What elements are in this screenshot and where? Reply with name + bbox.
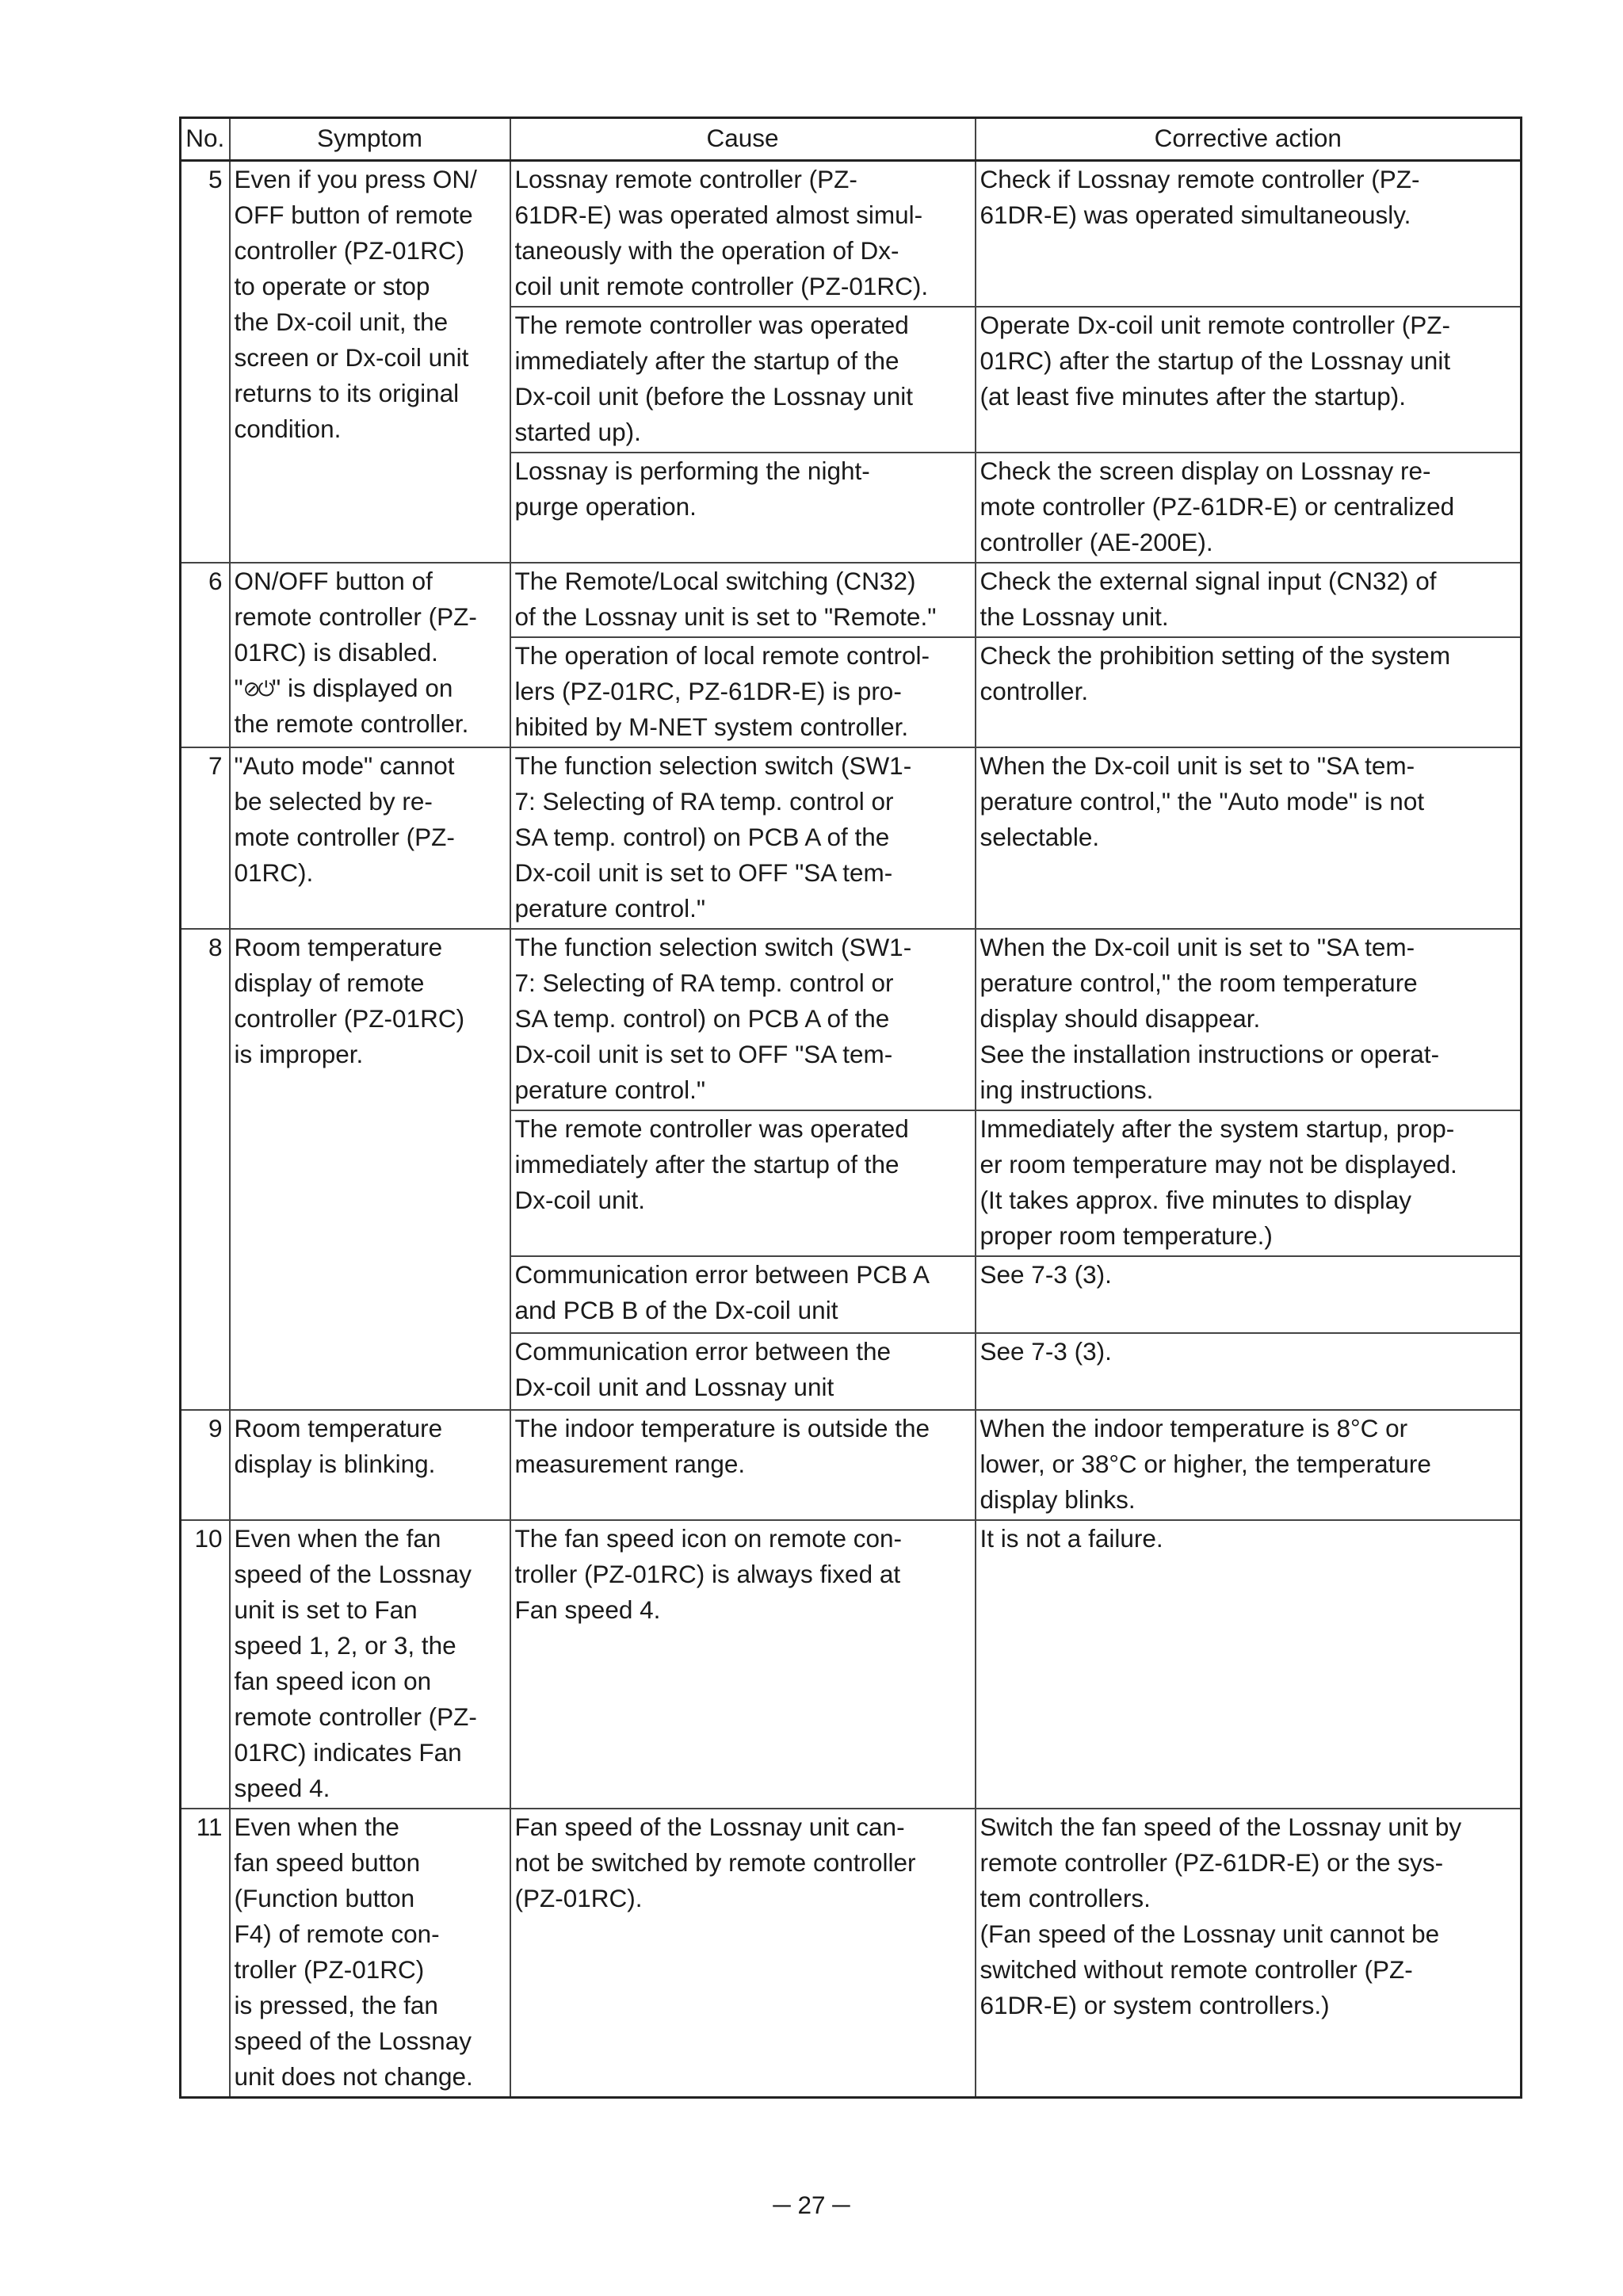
row-number: 8 xyxy=(181,929,230,1410)
troubleshooting-table xyxy=(179,117,1522,2099)
action-cell: When the indoor temperature is 8°C or lower, or 38°C or higher, the temperature display blinks. xyxy=(976,1410,1522,1520)
cause-cell: Lossnay is performing the night- purge operation. xyxy=(510,453,976,563)
symptom-cell: Room temperature display of remote controller (PZ-01RC) is improper. xyxy=(230,929,510,1410)
cause-cell: The remote controller was operated immediately after the startup of the Dx-coil unit (before the Lossnay unit started up). xyxy=(510,307,976,453)
table-row xyxy=(181,1410,1522,1520)
action-cell: Check the external signal input (CN32) of the Lossnay unit. xyxy=(976,563,1522,637)
row-number: 9 xyxy=(181,1410,230,1520)
symptom-text-before-icon: ON/OFF button of remote controller (PZ- 01RC) is disabled. " xyxy=(234,567,477,702)
action-cell: Switch the fan speed of the Lossnay unit by remote controller (PZ-61DR-E) or the sys- tem controllers. (Fan speed of the Lossnay unit cannot be switched without remote controller (PZ- 61DR-E) or system controllers.) xyxy=(976,1809,1522,2098)
table-header xyxy=(181,118,1522,161)
page-number: ─ 27 ─ xyxy=(773,2191,850,2219)
action-cell: See 7-3 (3). xyxy=(976,1333,1522,1410)
cause-cell: Communication error between PCB A and PCB B of the Dx-coil unit xyxy=(510,1256,976,1333)
symptom-cell: "Auto mode" cannot be selected by re- mote controller (PZ- 01RC). xyxy=(230,747,510,929)
action-cell: Check if Lossnay remote controller (PZ- 61DR-E) was operated simultaneously. xyxy=(976,161,1522,308)
table-row xyxy=(181,161,1522,308)
header-no: No. xyxy=(181,118,230,161)
action-cell: Check the prohibition setting of the system controller. xyxy=(976,637,1522,747)
action-cell: See 7-3 (3). xyxy=(976,1256,1522,1333)
cause-cell: Fan speed of the Lossnay unit can- not be switched by remote controller (PZ-01RC). xyxy=(510,1809,976,2098)
cause-cell: The indoor temperature is outside the measurement range. xyxy=(510,1410,976,1520)
row-number: 7 xyxy=(181,747,230,929)
symptom-cell xyxy=(230,563,510,747)
cause-cell: The Remote/Local switching (CN32) of the Lossnay unit is set to "Remote." xyxy=(510,563,976,637)
prohibited-icon: ⊘⏻ xyxy=(242,677,273,701)
symptom-cell: Even when the fan speed of the Lossnay unit is set to Fan speed 1, 2, or 3, the fan speed icon on remote controller (PZ- 01RC) indicates Fan speed 4. xyxy=(230,1520,510,1809)
row-number: 11 xyxy=(181,1809,230,2098)
action-cell: Check the screen display on Lossnay re- mote controller (PZ-61DR-E) or centralized controller (AE-200E). xyxy=(976,453,1522,563)
cause-cell: The fan speed icon on remote con- troller (PZ-01RC) is always fixed at Fan speed 4. xyxy=(510,1520,976,1809)
table-body xyxy=(181,161,1522,2098)
table-row xyxy=(181,563,1522,637)
row-number: 5 xyxy=(181,161,230,563)
table-row xyxy=(181,929,1522,1110)
cause-cell: The function selection switch (SW1- 7: Selecting of RA temp. control or SA temp. control) on PCB A of the Dx-coil unit is set to OFF "SA tem- perature control." xyxy=(510,747,976,929)
cause-cell: The operation of local remote control- lers (PZ-01RC, PZ-61DR-E) is pro- hibited by M-NET system controller. xyxy=(510,637,976,747)
action-cell: Immediately after the system startup, prop- er room temperature may not be displayed. (It takes approx. five minutes to display proper room temperature.) xyxy=(976,1110,1522,1256)
action-cell: When the Dx-coil unit is set to "SA tem- perature control," the "Auto mode" is not selectable. xyxy=(976,747,1522,929)
cause-cell: The remote controller was operated immediately after the startup of the Dx-coil unit. xyxy=(510,1110,976,1256)
row-number: 6 xyxy=(181,563,230,747)
header-symptom: Symptom xyxy=(230,118,510,161)
symptom-text-after-icon: " is displayed on the remote controller. xyxy=(234,674,469,738)
row-number: 10 xyxy=(181,1520,230,1809)
cause-cell: The function selection switch (SW1- 7: Selecting of RA temp. control or SA temp. control) on PCB A of the Dx-coil unit is set to OFF "SA tem- perature control." xyxy=(510,929,976,1110)
table-row xyxy=(181,1520,1522,1809)
cause-cell: Lossnay remote controller (PZ- 61DR-E) was operated almost simul- taneously with the operation of Dx- coil unit remote controller (PZ-01RC). xyxy=(510,161,976,308)
cause-cell: Communication error between the Dx-coil unit and Lossnay unit xyxy=(510,1333,976,1410)
action-cell: Operate Dx-coil unit remote controller (PZ- 01RC) after the startup of the Lossnay unit (at least five minutes after the startup). xyxy=(976,307,1522,453)
symptom-cell: Room temperature display is blinking. xyxy=(230,1410,510,1520)
action-cell: When the Dx-coil unit is set to "SA tem- perature control," the room temperature display should disappear. See the installation instructions or operat- ing instructions. xyxy=(976,929,1522,1110)
symptom-cell: Even when the fan speed button (Function button F4) of remote con- troller (PZ-01RC) is pressed, the fan speed of the Lossnay unit does not change. xyxy=(230,1809,510,2098)
action-cell: It is not a failure. xyxy=(976,1520,1522,1809)
symptom-cell: Even if you press ON/ OFF button of remote controller (PZ-01RC) to operate or stop the Dx-coil unit, the screen or Dx-coil unit returns to its original condition. xyxy=(230,161,510,563)
header-cause: Cause xyxy=(510,118,976,161)
table-row xyxy=(181,747,1522,929)
header-corrective-action: Corrective action xyxy=(976,118,1522,161)
table-row xyxy=(181,1809,1522,2098)
